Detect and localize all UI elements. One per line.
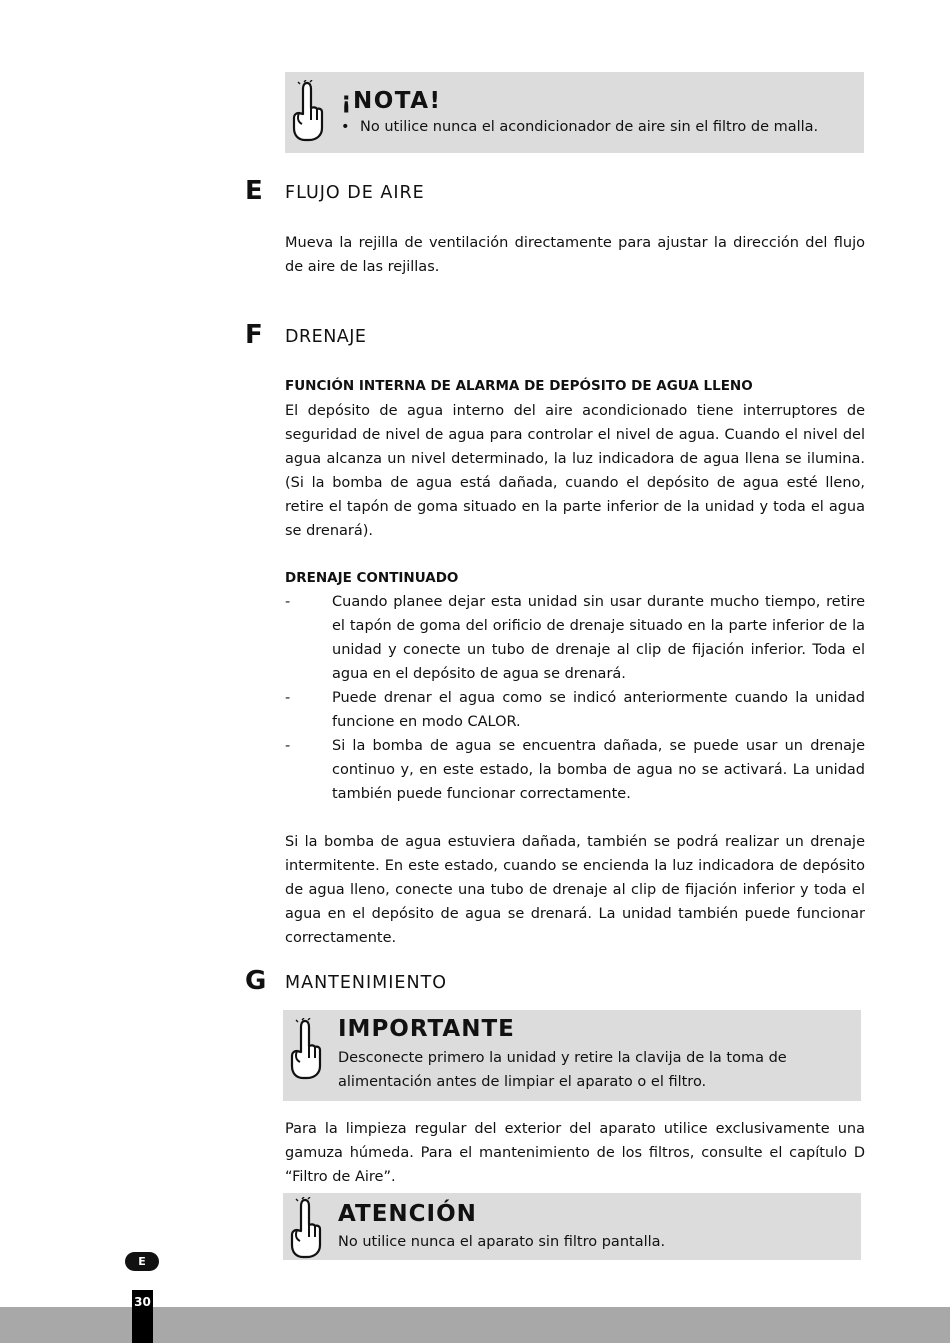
- important-text: Desconecte primero la unidad y retire la clavija de la toma de alimentación antes de limpiar el aparato o el filtro.: [338, 1050, 787, 1090]
- alarm-paragraph: El depósito de agua interno del aire acondicionado tiene interruptores de seguridad de nivel de agua para controlar el nivel de agua. Cuando el nivel del agua alcanza un nivel determinado, la luz indicadora de agua llena se ilumina. (Si la bomba de agua está dañada, cuando el depósito de agua esté lleno, retire el tapón de goma situado en la parte inferior de la unidad y toda el agua se drenará).: [285, 403, 865, 539]
- page-number: 30: [134, 1295, 151, 1309]
- pointing-hand-icon: [288, 1018, 324, 1080]
- list-item: Si la bomba de agua se encuentra dañada, se puede usar un drenaje continuo y, en este estado, la bomba de agua no se activará. La unidad también puede funcionar correctamente.: [332, 738, 865, 802]
- maintenance-paragraph: Para la limpieza regular del exterior del aparato utilice exclusivamente una gamuza húmeda. Para el mantenimiento de los filtros, consulte el capítulo D “Filtro de Aire”.: [285, 1121, 865, 1185]
- list-dash: -: [285, 738, 291, 754]
- note-bullet: •: [341, 119, 350, 135]
- section-e-paragraph: Mueva la rejilla de ventilación directamente para ajustar la dirección del flujo de aire de las rejillas.: [285, 235, 865, 275]
- note-text: No utilice nunca el acondicionador de aire sin el filtro de malla.: [360, 119, 819, 135]
- alarm-heading: FUNCIÓN INTERNA DE ALARMA DE DEPÓSITO DE AGUA LLENO: [285, 378, 753, 394]
- attention-text: No utilice nunca el aparato sin filtro pantalla.: [338, 1234, 666, 1250]
- pointing-hand-icon: [290, 80, 326, 142]
- continuous-drain-heading: DRENAJE CONTINUADO: [285, 570, 459, 586]
- list-dash: -: [285, 690, 291, 706]
- section-g-letter: G: [245, 966, 267, 996]
- note-title: ¡NOTA!: [341, 88, 442, 114]
- list-dash: -: [285, 594, 291, 610]
- pointing-hand-icon: [288, 1197, 324, 1259]
- list-item: Puede drenar el agua como se indicó anteriormente cuando la unidad funcione en modo CALOR.: [332, 690, 865, 730]
- section-e-letter: E: [245, 176, 263, 206]
- section-f-title: DRENAJE: [285, 327, 367, 347]
- section-e-title: FLUJO DE AIRE: [285, 183, 425, 203]
- list-item: Cuando planee dejar esta unidad sin usar durante mucho tiempo, retire el tapón de goma del orificio de drenaje situado en la parte inferior de la unidad y conecte un tubo de drenaje al clip de fijación inferior. Toda el agua en el depósito de agua se drenará.: [332, 594, 865, 682]
- language-badge: E: [125, 1252, 159, 1271]
- closing-paragraph: Si la bomba de agua estuviera dañada, también se podrá realizar un drenaje intermitente. En este estado, cuando se encienda la luz indicadora de depósito de agua lleno, conecte una tubo de drenaje al clip de fijación inferior y toda el agua en el depósito de agua se drenará. La unidad también puede funcionar correctamente.: [285, 834, 865, 946]
- important-title: IMPORTANTE: [338, 1016, 515, 1042]
- section-g-title: MANTENIMIENTO: [285, 973, 448, 993]
- section-f-letter: F: [245, 320, 263, 350]
- attention-title: ATENCIÓN: [338, 1201, 477, 1227]
